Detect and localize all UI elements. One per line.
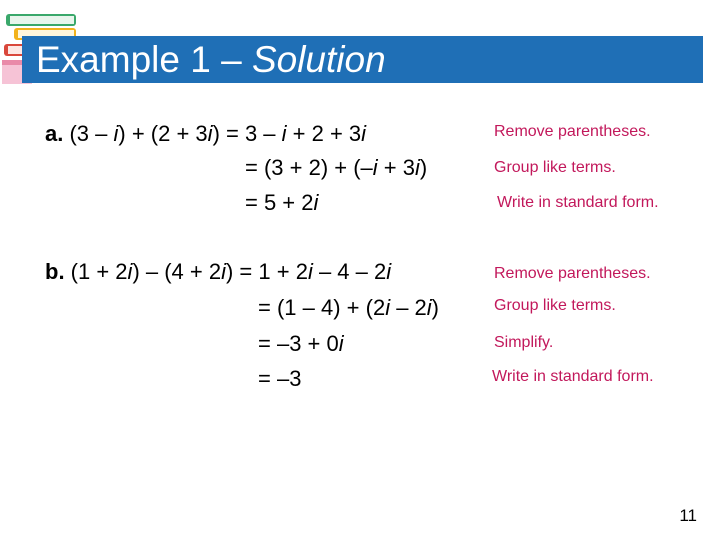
- note-a3: Write in standard form.: [497, 194, 659, 211]
- note-a1: Remove parentheses.: [494, 123, 651, 140]
- part-a-line-3: = 5 + 2i: [245, 190, 319, 215]
- part-b-line-2: = (1 – 4) + (2i – 2i): [258, 295, 439, 320]
- note-b1: Remove parentheses.: [494, 265, 651, 282]
- part-a-line-1: a. (3 – i) + (2 + 3i) = 3 – i + 2 + 3i: [45, 121, 367, 146]
- note-b3: Simplify.: [494, 334, 554, 351]
- title-main: Example 1 –: [36, 39, 252, 80]
- slide-title: [36, 37, 386, 83]
- title-italic: Solution: [251, 39, 386, 80]
- note-b4: Write in standard form.: [492, 368, 654, 385]
- part-b-line-1: b. (1 + 2i) – (4 + 2i) = 1 + 2i – 4 – 2i: [45, 259, 392, 284]
- part-a-label: a.: [45, 121, 64, 146]
- part-b-label: b.: [45, 259, 65, 284]
- page-number: 11: [679, 506, 697, 525]
- part-b-line-3: = –3 + 0i: [258, 331, 344, 356]
- note-a2: Group like terms.: [494, 159, 616, 176]
- note-b2: Group like terms.: [494, 297, 616, 314]
- part-a-line-2: = (3 + 2) + (–i + 3i): [245, 155, 428, 180]
- part-b-line-4: = –3: [258, 366, 302, 391]
